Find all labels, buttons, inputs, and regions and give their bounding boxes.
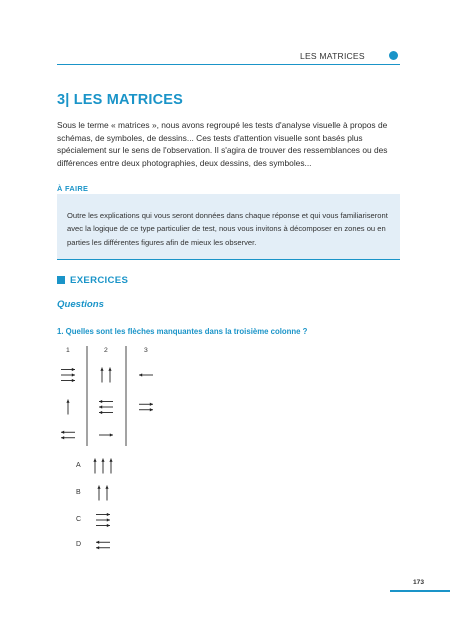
matrix-column-label: 2 <box>104 347 108 354</box>
arrow-left-icon <box>61 436 75 439</box>
arrow-right-icon <box>139 403 153 406</box>
exercices-title: EXERCICES <box>70 275 129 286</box>
option-label-d: D <box>76 541 82 548</box>
arrow-right-icon <box>61 379 75 382</box>
running-head: LES MATRICES <box>300 51 365 61</box>
footer-rule <box>390 590 450 592</box>
arrow-left-icon <box>99 400 113 403</box>
arrow-left-icon <box>99 405 113 408</box>
afaire-label: À FAIRE <box>57 184 89 193</box>
matrix-column-label: 3 <box>144 347 148 354</box>
question-1: 1. Quelles sont les flèches manquantes dans la troisième colonne ? <box>57 327 308 336</box>
arrow-up-icon <box>100 368 103 383</box>
arrow-up-icon <box>105 486 108 501</box>
arrow-right-icon <box>96 518 110 521</box>
arrow-up-icon <box>97 486 100 501</box>
afaire-text: Outre les explications qui vous seront données dans chaque réponse et qui vous familiariseront avec la logique de ce type particulier de test, nous vous invitons à décomposer en zones ou en parties les différentes figures afin de mieux les observer. <box>67 211 388 247</box>
arrow-right-icon <box>139 408 153 411</box>
arrow-left-icon <box>139 373 153 376</box>
page-number: 173 <box>413 579 425 586</box>
arrow-up-icon <box>66 400 69 415</box>
arrow-up-icon <box>93 459 96 474</box>
matrix-column-label: 1 <box>66 347 70 354</box>
arrow-up-icon <box>101 459 104 474</box>
arrow-left-icon <box>99 411 113 414</box>
arrow-up-icon <box>108 368 111 383</box>
option-label-a: A <box>76 462 81 469</box>
arrow-right-icon <box>99 433 113 436</box>
option-label-c: C <box>76 516 82 523</box>
arrow-left-icon <box>61 431 75 434</box>
intro-paragraph: Sous le terme « matrices », nous avons regroupé les tests d'analyse visuelle à propos de schémas, de symboles, de dessins... Ces tests d'attention visuelle sont basés plus spécialement sur le sens de l'observation. Il s'agira de trouver des ressemblances ou des différences entre deux photographies, deux dessins, des symboles... <box>57 120 388 169</box>
arrow-right-icon <box>61 373 75 376</box>
questions-label: Questions <box>57 299 104 310</box>
arrow-right-icon <box>96 524 110 527</box>
arrow-right-icon <box>61 368 75 371</box>
arrow-left-icon <box>96 546 110 549</box>
option-label-b: B <box>76 489 81 496</box>
arrow-up-icon <box>109 459 112 474</box>
section-title: 3| LES MATRICES <box>57 92 184 108</box>
arrow-left-icon <box>96 541 110 544</box>
arrow-right-icon <box>96 513 110 516</box>
